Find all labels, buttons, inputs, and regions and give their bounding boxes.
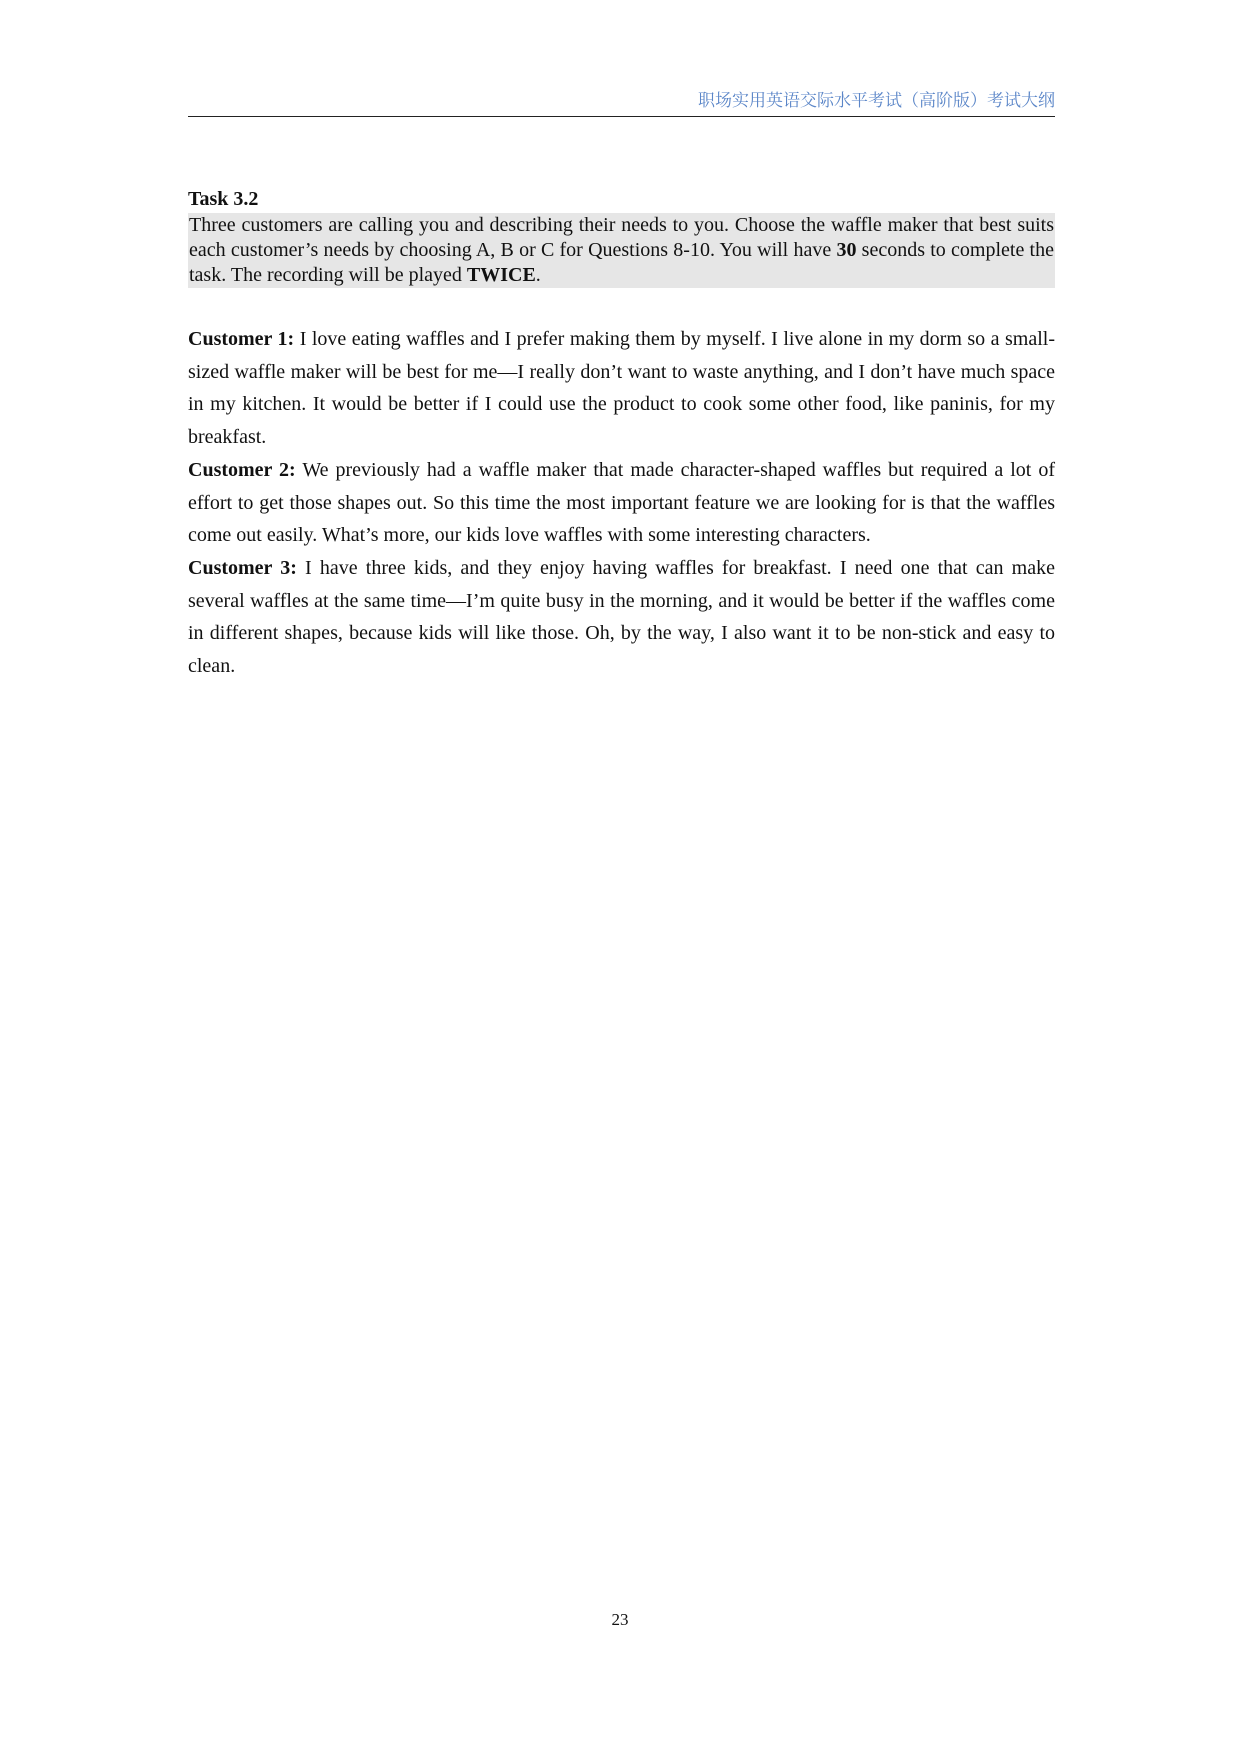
customer-3-label: Customer 3: xyxy=(188,556,297,579)
customer-3-text: I have three kids, and they enjoy having waffles for breakfast. I need one that can make several waffles at the same time—I’m quite busy in the morning, and it would be better if the waffles come in different shapes, because kids will like those. Oh, by the way, I also want it to be non-stick and easy to clean. xyxy=(188,556,1055,678)
instructions-seconds: 30 xyxy=(836,239,857,261)
customer-2-label: Customer 2: xyxy=(188,458,296,481)
customer-2-text: We previously had a waffle maker that made character-shaped waffles but required a lot of effort to get those shapes out. So this time the most important feature we are looking for is that the waffles come out easily. What’s more, our kids love waffles with some interesting characters. xyxy=(188,458,1055,547)
task-title: Task 3.2 xyxy=(188,188,259,210)
customer-2-paragraph xyxy=(188,454,1055,552)
task-instructions xyxy=(188,213,1055,288)
customer-1-text: I love eating waffles and I prefer making them by myself. I live alone in my dorm so a small-sized waffle maker will be best for me—I really don’t want to waste anything, and I don’t have much space in my kitchen. It would be better if I could use the product to cook some other food, like paninis, for my breakfast. xyxy=(188,328,1055,449)
running-header: 职场实用英语交际水平考试（高阶版）考试大纲 xyxy=(188,86,1055,117)
page-number: 23 xyxy=(611,1610,629,1629)
customer-1-paragraph xyxy=(188,323,1055,454)
instructions-times: TWICE xyxy=(466,264,536,286)
task-section xyxy=(188,186,1055,683)
customer-1-label: Customer 1: xyxy=(188,328,295,350)
instructions-text-1: Three customers are calling you and describing their needs to you. Choose the waffle maker that best suits each customer’s needs by choosing A, B or C for Questions 8-10. You will have xyxy=(189,214,1054,261)
instructions-text-3: . xyxy=(535,264,541,286)
customer-3-paragraph xyxy=(188,552,1055,683)
section-spacer xyxy=(188,288,1055,323)
instructions-text-2: seconds to complete the task. The recording will be played xyxy=(189,239,1054,286)
